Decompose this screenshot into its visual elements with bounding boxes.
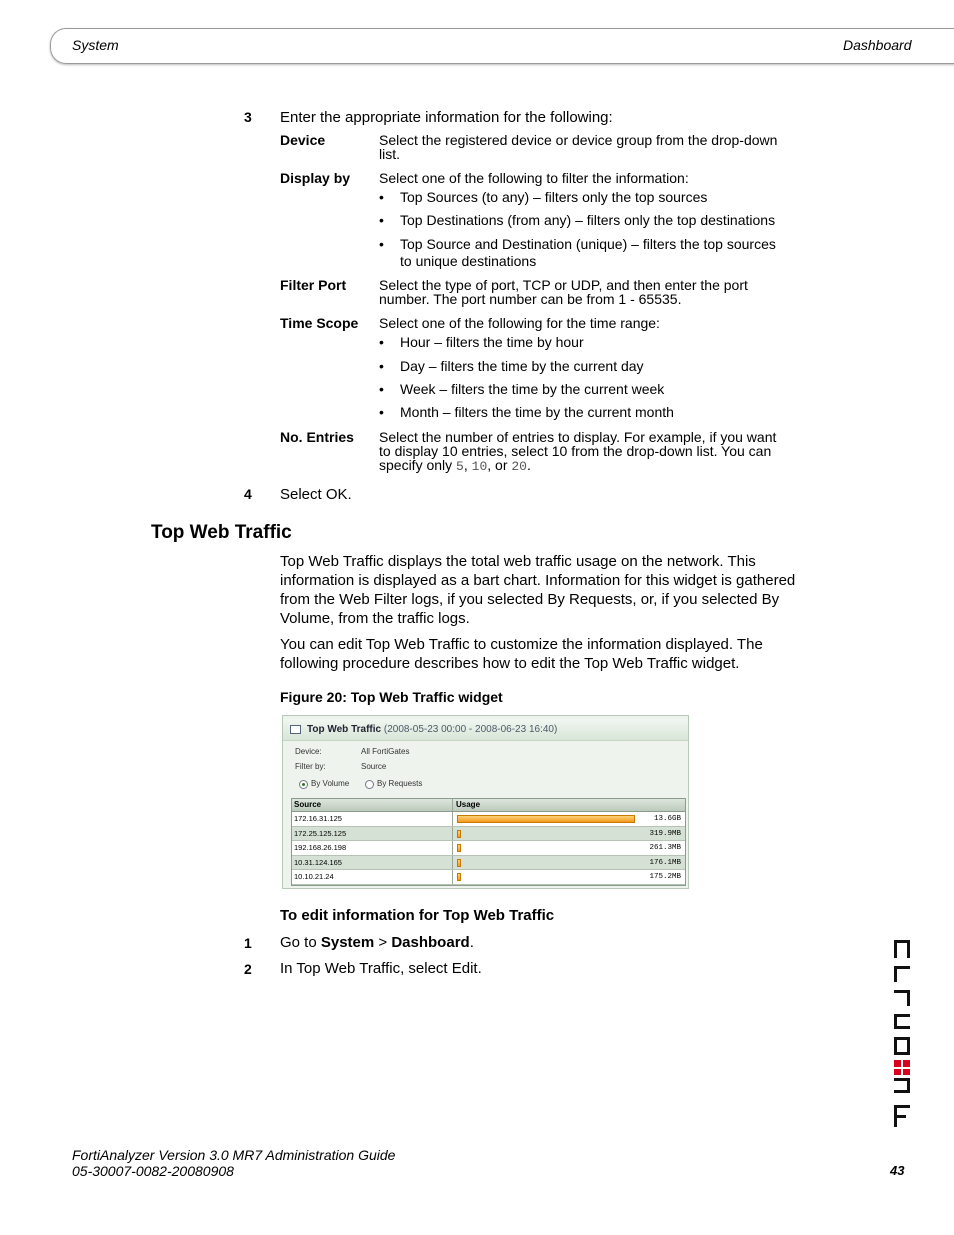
device-label: Device: xyxy=(295,747,322,756)
field-desc: Select the type of port, TCP or UDP, and then enter the port number. The port number can be from 1 - 65535. xyxy=(379,277,748,307)
bullet-item: • Top Sources (to any) – filters only the top sources xyxy=(379,189,708,205)
table-row xyxy=(292,827,685,842)
field-desc: Select the registered device or device group from the drop-down list. xyxy=(379,132,778,162)
usage-value: 261.3MB xyxy=(649,844,681,852)
footer-doc-number: 05-30007-0082-20080908 xyxy=(72,1163,234,1179)
radio-by-requests[interactable] xyxy=(365,780,374,789)
usage-bar xyxy=(457,815,635,823)
step-text: Select OK. xyxy=(280,486,352,503)
footer-guide-title: FortiAnalyzer Version 3.0 MR7 Administration Guide xyxy=(72,1147,396,1163)
row-source: 10.31.124.165 xyxy=(294,857,342,867)
step-number: 3 xyxy=(244,109,252,125)
device-value: All FortiGates xyxy=(361,747,410,756)
widget-title: Top Web Traffic xyxy=(307,724,382,735)
field-desc: Select the number of entries to display. For example, if you want to display 10 entries, select 10 from the drop-down list. You can specify only 5, 10, or 20. xyxy=(379,429,777,474)
step-number: 1 xyxy=(244,935,252,951)
procedure-title: To edit information for Top Web Traffic xyxy=(280,907,555,924)
widget-date-range: (2008-05-23 00:00 - 2008-06-23 16:40) xyxy=(383,724,558,735)
figure-caption: Figure 20: Top Web Traffic widget xyxy=(280,689,503,705)
step-text: Go to System > Dashboard. xyxy=(280,934,474,951)
field-term: Time Scope xyxy=(280,315,359,331)
table-row xyxy=(292,841,685,856)
page-number: 43 xyxy=(890,1163,905,1178)
field-term: Display by xyxy=(280,170,351,186)
table-header xyxy=(292,799,685,812)
paragraph: You can edit Top Web Traffic to customize the information displayed. The following procedure describes how to edit the Top Web Traffic widget. xyxy=(280,636,763,672)
usage-bar xyxy=(457,830,461,838)
row-source: 10.10.21.24 xyxy=(294,872,334,881)
usage-value: 13.6GB xyxy=(653,815,681,823)
field-term: Device xyxy=(280,132,326,148)
paragraph: Top Web Traffic displays the total web traffic usage on the network. This information is displayed as a bart chart. Information for this widget is gathered from the Web Filter logs, if you selected By Requests, or, if you selected By Volume, from the traffic logs. xyxy=(280,553,796,627)
bullet-item: • Month – filters the time by the current month xyxy=(379,404,674,420)
bullet-item: • Week – filters the time by the current week xyxy=(379,381,665,397)
field-desc: Select one of the following to filter the information: xyxy=(379,170,689,186)
table-row xyxy=(292,812,685,827)
col-usage: Usage xyxy=(456,800,481,809)
section-heading: Top Web Traffic xyxy=(151,522,292,543)
field-term: Filter Port xyxy=(280,277,347,293)
table-row xyxy=(292,870,685,885)
usage-value: 176.1MB xyxy=(649,858,681,867)
filter-label: Filter by: xyxy=(295,762,326,771)
bullet-item: • Top Destinations (from any) – filters only the top destinations xyxy=(379,212,776,228)
bullet-item: • Top Source and Destination (unique) – filters the top sources to unique destinations xyxy=(379,236,776,269)
usage-bar xyxy=(457,844,461,852)
bullet-item: • Day – filters the time by the current day xyxy=(379,358,644,374)
row-source: 172.25.125.125 xyxy=(294,828,347,838)
row-source: 172.16.31.125 xyxy=(294,814,342,823)
step-number: 4 xyxy=(244,486,252,502)
table-row xyxy=(292,856,685,871)
row-source: 192.168.26.198 xyxy=(294,843,347,852)
widget-title-bar xyxy=(283,719,688,741)
col-source: Source xyxy=(294,800,322,809)
radio-by-volume[interactable] xyxy=(299,780,308,789)
chart-icon xyxy=(290,725,301,734)
usage-value: 175.2MB xyxy=(649,873,681,881)
field-desc: Select one of the following for the time range: xyxy=(379,315,660,331)
running-header xyxy=(50,28,954,64)
usage-bar xyxy=(457,873,461,881)
header-chapter: Dashboard xyxy=(843,37,912,53)
footer-doc-info xyxy=(72,1147,395,1179)
radio-by-requests-label: By Requests xyxy=(377,779,423,788)
step-text: In Top Web Traffic, select Edit. xyxy=(280,960,482,977)
fortinet-logo xyxy=(890,940,920,1130)
field-term: No. Entries xyxy=(280,429,354,445)
radio-by-volume-label: By Volume xyxy=(311,779,350,788)
top-web-traffic-widget xyxy=(282,715,689,889)
bullet-item: • Hour – filters the time by hour xyxy=(379,334,584,350)
usage-bar xyxy=(457,859,461,867)
header-section: System xyxy=(72,37,119,53)
filter-value: Source xyxy=(361,762,387,771)
step-number: 2 xyxy=(244,961,252,977)
usage-table xyxy=(291,798,686,886)
step-text: Enter the appropriate information for the following: xyxy=(280,109,613,126)
usage-value: 319.9MB xyxy=(649,829,681,838)
